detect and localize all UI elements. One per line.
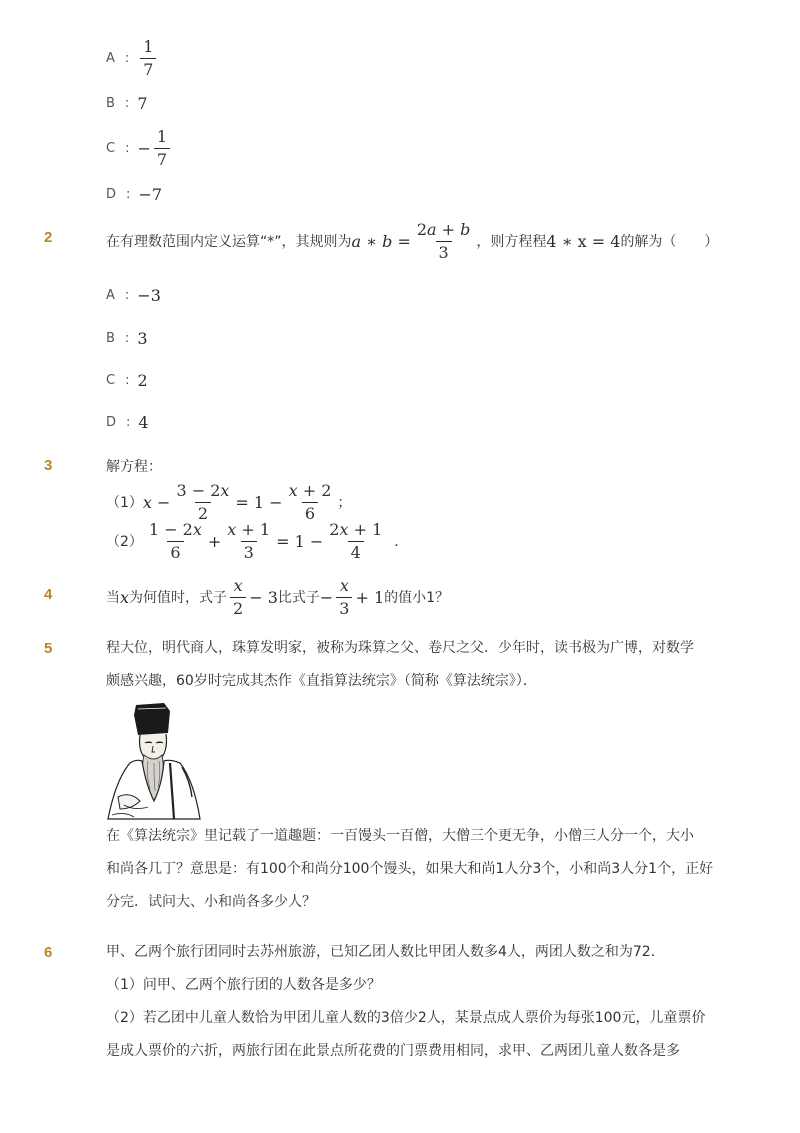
q1-option-a[interactable]: A : $\frac{1}{7}$ [106, 38, 159, 78]
option-value: −7 [138, 184, 162, 204]
q3-stem: 解方程： [106, 459, 162, 475]
option-label: B [106, 330, 115, 346]
fraction-1-7: $\frac{1}{7}$ [140, 38, 156, 79]
question-number: 6 [44, 944, 53, 961]
q2-option-b[interactable]: B : 3 [106, 328, 148, 348]
q5-problem: 在《算法统宗》里记载了一道趣题：一百馒头一百僧，大僧三个更无争，小僧三人分一个，大小 和尚各几丁？意思是：有100个和尚分100个馒头，如果大和尚1人分3个，小和尚3人分1个，正好 分完．试问大、小和尚各多少人？ [106, 828, 714, 910]
q2-option-a[interactable]: A : −3 [106, 285, 161, 305]
option-label: C [106, 140, 116, 156]
option-value: −3 [137, 285, 161, 305]
option-label: A [106, 50, 115, 66]
question-number: 4 [44, 586, 53, 603]
question-number: 2 [44, 229, 53, 246]
option-label: D [106, 186, 117, 202]
q3-equation-1: （1） x − $\frac{3 - 2x}{2}$ = 1 − $\frac{x + 2}{6}$ ； [106, 480, 352, 523]
fraction-2a-plus-b-over-3: $\frac{2a + b}{3}$ [416, 219, 471, 262]
q1-option-c[interactable]: C : − $\frac{1}{7}$ [106, 128, 173, 168]
option-label: D [106, 414, 117, 430]
q5-intro: 程大位，明代商人，珠算发明家，被称为珠算之父、卷尺之父．少年时，读书极为广博，对数学 颇感兴趣，60岁时完成其杰作《直指算法统宗》（简称《算法统宗》）． [106, 640, 694, 689]
q4-stem: 当 x 为何值时，式子 $\frac{x}{2}$ − 3 比式子 − $\frac{x}{3}$ + 1 的值小1？ [106, 575, 450, 618]
option-label: C [106, 372, 116, 388]
q2-option-c[interactable]: C : 2 [106, 370, 148, 390]
equation: 4 ∗ x = 4 [546, 231, 621, 251]
option-label: B [106, 95, 115, 111]
option-value: 4 [138, 412, 149, 432]
cheng-dawei-portrait [104, 701, 204, 821]
fraction-1-7: $\frac{1}{7}$ [154, 128, 170, 169]
q1-option-b[interactable]: B : 7 [106, 93, 148, 113]
q1-option-d[interactable]: D : −7 [106, 184, 162, 204]
q2-option-d[interactable]: D : 4 [106, 412, 149, 432]
question-number: 3 [44, 457, 53, 474]
option-label: A [106, 287, 115, 303]
option-value: 2 [137, 370, 148, 390]
q2-stem: 在有理数范围内定义运算“*”，其规则为 a ∗ b = $\frac{2a + b}{3}$ ，则方程程 4 ∗ x = 4 的解为（ ） [106, 219, 719, 262]
option-value: 3 [137, 328, 148, 348]
q6-problem: 甲、乙两个旅行团同时去苏州旅游，已知乙团人数比甲团人数多4人，两团人数之和为72． （1）问甲、乙两个旅行团的人数各是多少？ （2）若乙团中儿童人数恰为甲团儿童人数的3倍少2人，某景点成人票价为每张100元，儿童票价 是成人票价的六折，两旅行团在此景点所花费的门票费用相同，求甲、乙两团儿童人数各是多 [106, 944, 706, 1059]
option-value: 7 [137, 93, 148, 113]
question-number: 5 [44, 640, 53, 657]
q3-equation-2: （2） $\frac{1 - 2x}{6}$ + $\frac{x + 1}{3}$ = 1 − $\frac{2x + 1}{4}$ ． [106, 519, 409, 562]
